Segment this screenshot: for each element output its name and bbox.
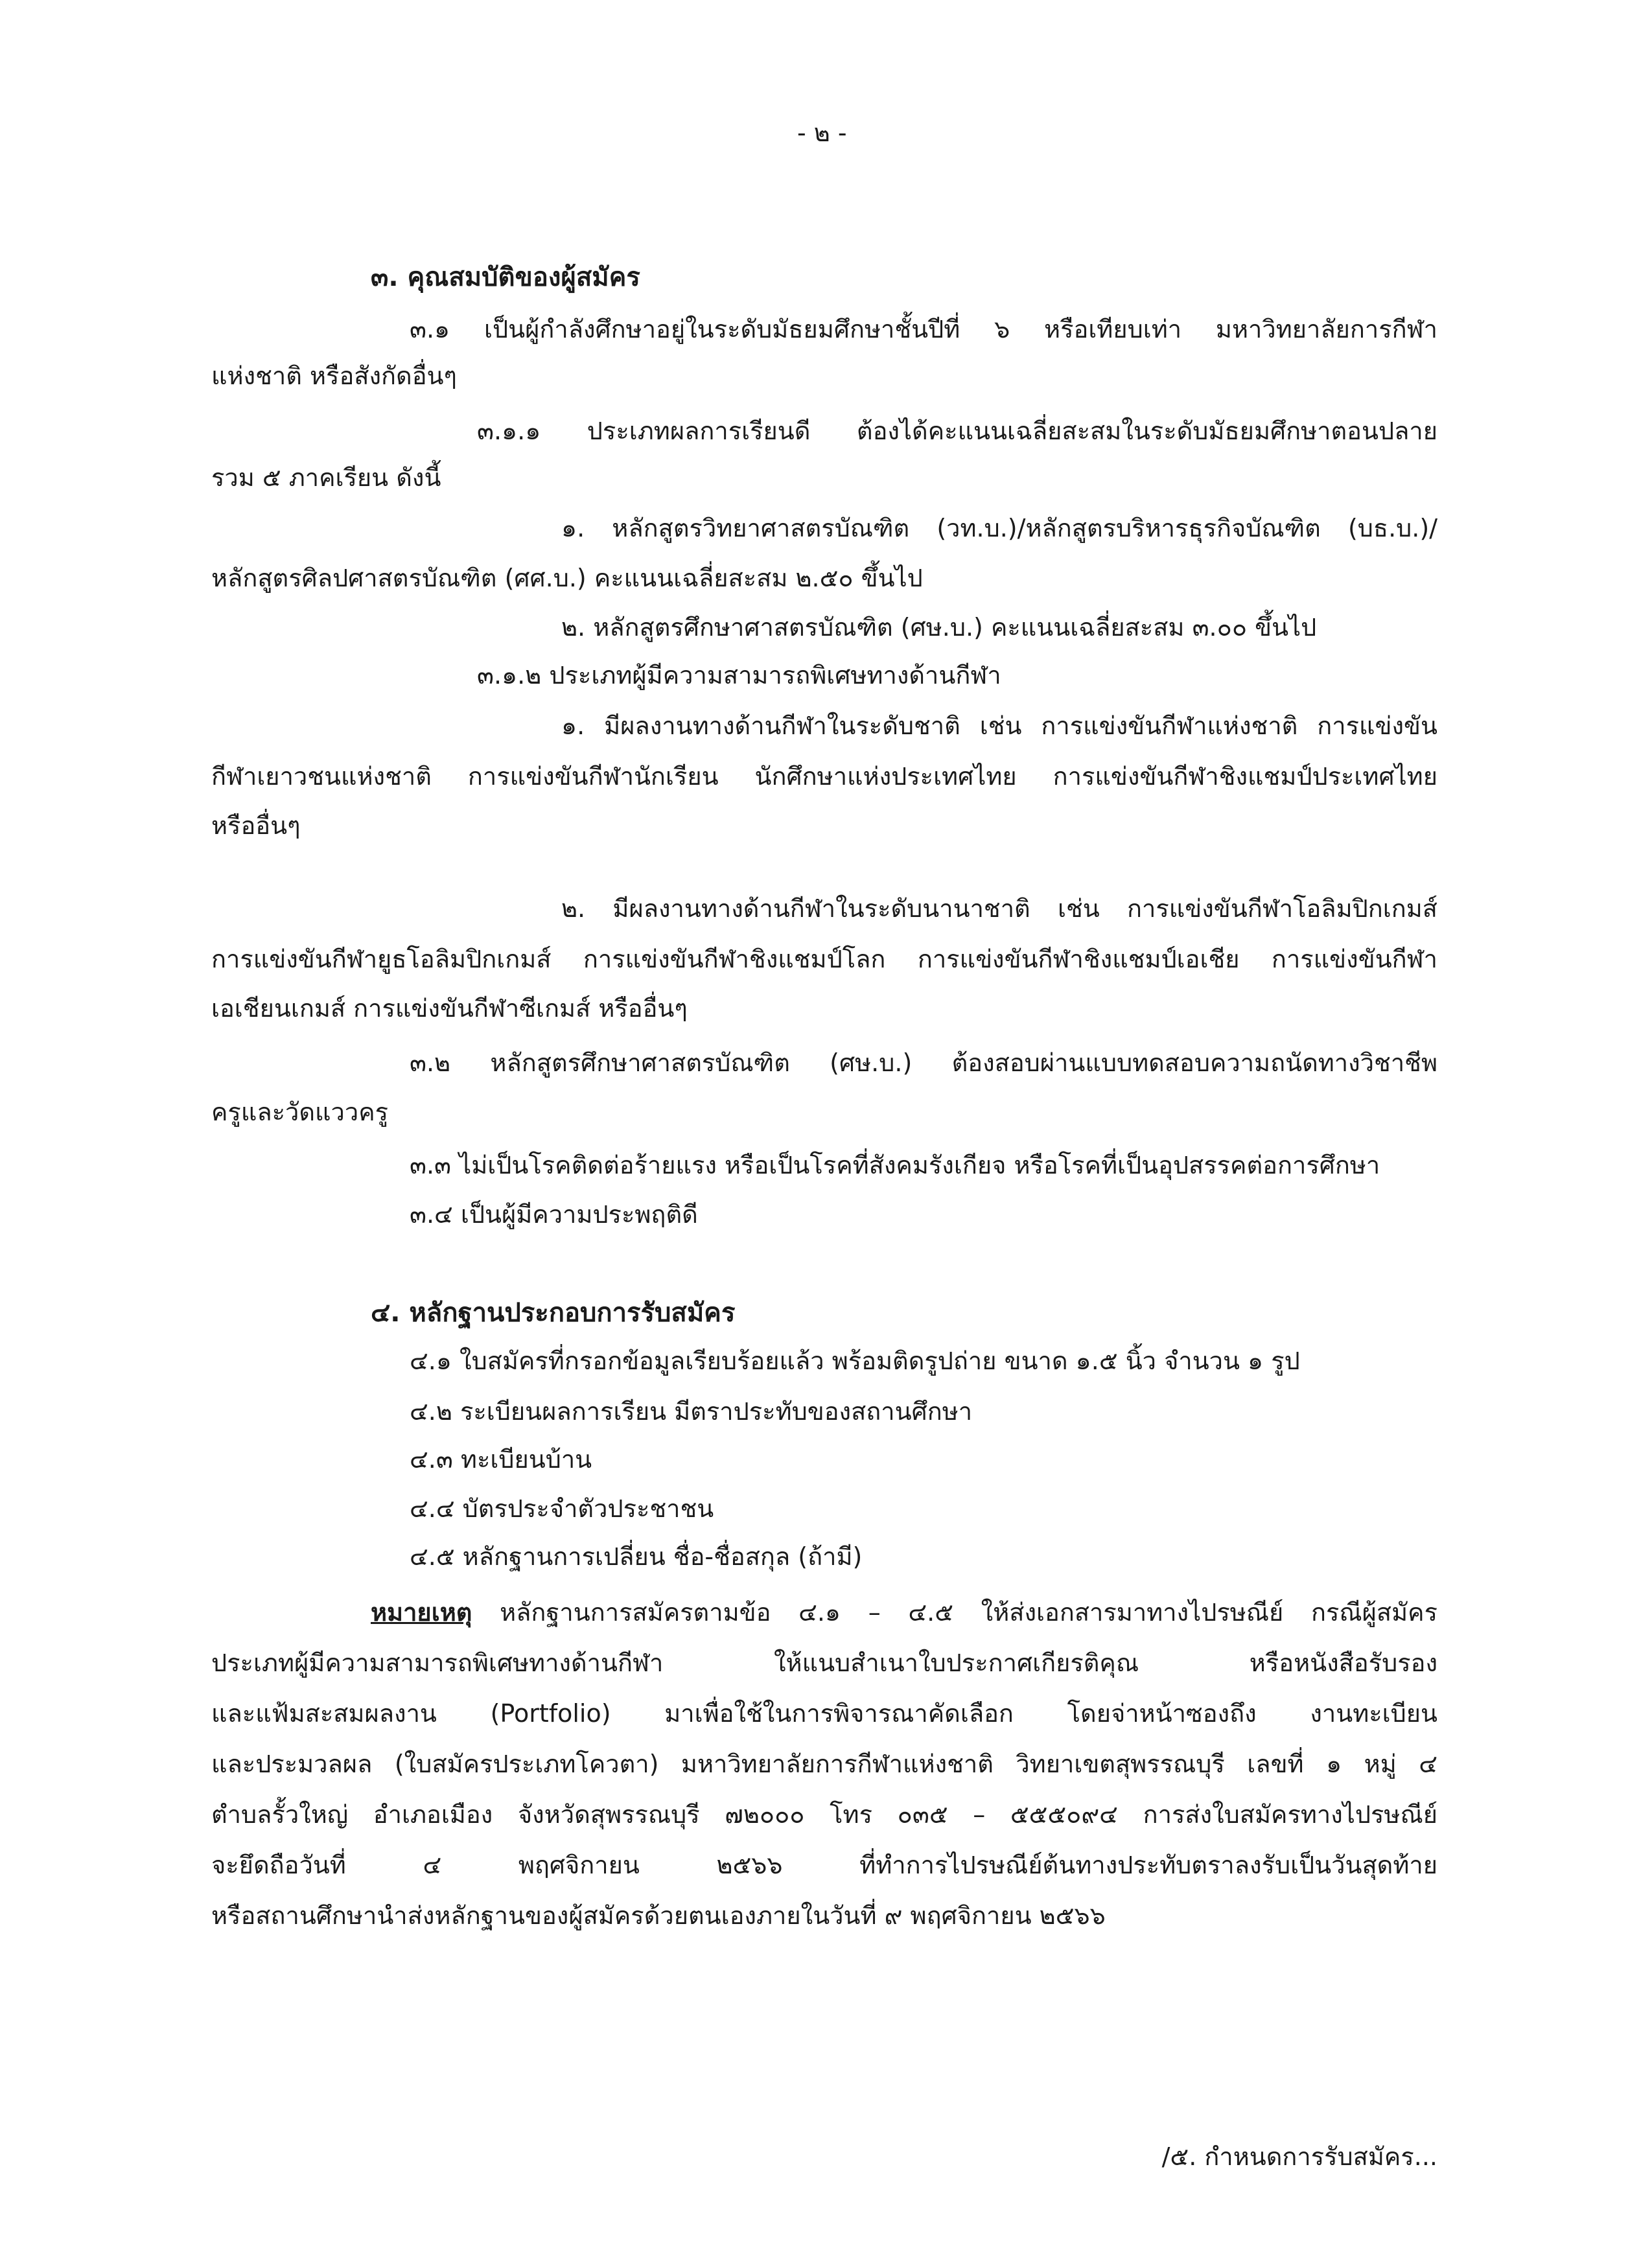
item-3-1-1-a-line2: หลักสูตรศิลปศาสตรบัณฑิต (ศศ.บ.) คะแนนเฉลี่ยสะสม ๒.๕๐ ขึ้นไป (211, 564, 923, 592)
note-line1-text: หลักฐานการสมัครตามข้อ ๔.๑ – ๔.๕ ให้ส่งเอกสารมาทางไปรษณีย์ กรณีผู้สมัคร (472, 1598, 1437, 1627)
item-3-3: ๓.๓ ไม่เป็นโรคติดต่อร้ายแรง หรือเป็นโรคที่สังคมรังเกียจ หรือโรคที่เป็นอุปสรรคต่อการศึกษา (410, 1151, 1380, 1179)
section-4-heading: ๔. หลักฐานประกอบการรับสมัคร (371, 1298, 736, 1328)
item-3-1-1-line2: รวม ๕ ภาคเรียน ดังนี้ (211, 463, 441, 492)
item-3-1-line1: ๓.๑ เป็นผู้กำลังศึกษาอยู่ในระดับมัธยมศึกษาชั้นปีที่ ๖ หรือเทียบเท่า มหาวิทยาลัยการกีฬา (410, 315, 1437, 343)
item-4-1: ๔.๑ ใบสมัครที่กรอกข้อมูลเรียบร้อยแล้ว พร้อมติดรูปถ่าย ขนาด ๑.๕ นิ้ว จำนวน ๑ รูป (410, 1347, 1300, 1375)
item-4-2: ๔.๒ ระเบียนผลการเรียน มีตราประทับของสถานศึกษา (410, 1397, 973, 1426)
item-4-3: ๔.๓ ทะเบียนบ้าน (410, 1445, 592, 1474)
note-line7: หรือสถานศึกษานำส่งหลักฐานของผู้สมัครด้วยตนเองภายในวันที่ ๙ พฤศจิกายน ๒๕๖๖ (211, 1901, 1106, 1930)
item-3-1-2-b-line3: เอเชียนเกมส์ การแข่งขันกีฬาซีเกมส์ หรืออื่นๆ (211, 994, 688, 1023)
item-3-4: ๓.๔ เป็นผู้มีความประพฤติดี (410, 1200, 698, 1229)
item-3-1-2: ๓.๑.๒ ประเภทผู้มีความสามารถพิเศษทางด้านกีฬา (477, 661, 1001, 690)
note-line4: และประมวลผล (ใบสมัครประเภทโควตา) มหาวิทยาลัยการกีฬาแห่งชาติ วิทยาเขตสุพรรณบุรี เลขที่ ๑ หมู่ ๔ (211, 1750, 1437, 1778)
continuation-text: /๕. กำหนดการรับสมัคร... (1161, 2142, 1437, 2171)
page-number: - ๒ - (797, 119, 847, 147)
item-3-1-2-a-line3: หรืออื่นๆ (211, 811, 301, 840)
item-3-1-2-b-line1: ๒. มีผลงานทางด้านกีฬาในระดับนานาชาติ เช่น การแข่งขันกีฬาโอลิมปิกเกมส์ (561, 894, 1437, 923)
item-3-1-1-b: ๒. หลักสูตรศึกษาศาสตรบัณฑิต (ศษ.บ.) คะแนนเฉลี่ยสะสม ๓.๐๐ ขึ้นไป (561, 613, 1317, 642)
item-3-1-2-a-line1: ๑. มีผลงานทางด้านกีฬาในระดับชาติ เช่น การแข่งขันกีฬาแห่งชาติ การแข่งขัน (561, 712, 1437, 740)
item-3-1-2-a-line2: กีฬาเยาวชนแห่งชาติ การแข่งขันกีฬานักเรียน นักศึกษาแห่งประเทศไทย การแข่งขันกีฬาชิงแชมป์ประเทศไทย (211, 762, 1437, 791)
note-line1 (371, 1593, 1437, 1632)
section-3-heading: ๓. คุณสมบัติของผู้สมัคร (371, 262, 640, 292)
note-line2: ประเภทผู้มีความสามารถพิเศษทางด้านกีฬา ให้แนบสำเนาใบประกาศเกียรติคุณ หรือหนังสือรับรอง (211, 1649, 1437, 1677)
note-label: หมายเหตุ (371, 1598, 472, 1627)
item-3-1-line2: แห่งชาติ หรือสังกัดอื่นๆ (211, 362, 457, 390)
note-line6: จะยึดถือวันที่ ๔ พฤศจิกายน ๒๕๖๖ ที่ทำการไปรษณีย์ต้นทางประทับตราลงรับเป็นวันสุดท้าย (211, 1851, 1437, 1879)
note-line3: และแฟ้มสะสมผลงาน (Portfolio) มาเพื่อใช้ในการพิจารณาคัดเลือก โดยจ่าหน้าซองถึง งานทะเบียน (211, 1699, 1437, 1728)
item-4-5: ๔.๕ หลักฐานการเปลี่ยน ชื่อ-ชื่อสกุล (ถ้ามี) (410, 1542, 863, 1571)
item-3-1-2-b-line2: การแข่งขันกีฬายูธโอลิมปิกเกมส์ การแข่งขันกีฬาชิงแชมป์โลก การแข่งขันกีฬาชิงแชมป์เอเชีย การแข่งขันกีฬา (211, 945, 1437, 973)
item-3-2-line2: ครูและวัดแววครู (211, 1098, 389, 1126)
item-3-1-1-line1: ๓.๑.๑ ประเภทผลการเรียนดี ต้องได้คะแนนเฉลี่ยสะสมในระดับมัธยมศึกษาตอนปลาย (477, 417, 1437, 445)
item-3-1-1-a-line1: ๑. หลักสูตรวิทยาศาสตรบัณฑิต (วท.บ.)/หลักสูตรบริหารธุรกิจบัณฑิต (บธ.บ.)/ (561, 514, 1437, 542)
item-4-4: ๔.๔ บัตรประจำตัวประชาชน (410, 1494, 714, 1523)
note-line5: ตำบลรั้วใหญ่ อำเภอเมือง จังหวัดสุพรรณบุรี ๗๒๐๐๐ โทร ๐๓๕ – ๕๕๕๐๙๔ การส่งใบสมัครทางไปรษณีย์ (211, 1800, 1437, 1829)
item-3-2-line1: ๓.๒ หลักสูตรศึกษาศาสตรบัณฑิต (ศษ.บ.) ต้องสอบผ่านแบบทดสอบความถนัดทางวิชาชีพ (410, 1049, 1437, 1077)
